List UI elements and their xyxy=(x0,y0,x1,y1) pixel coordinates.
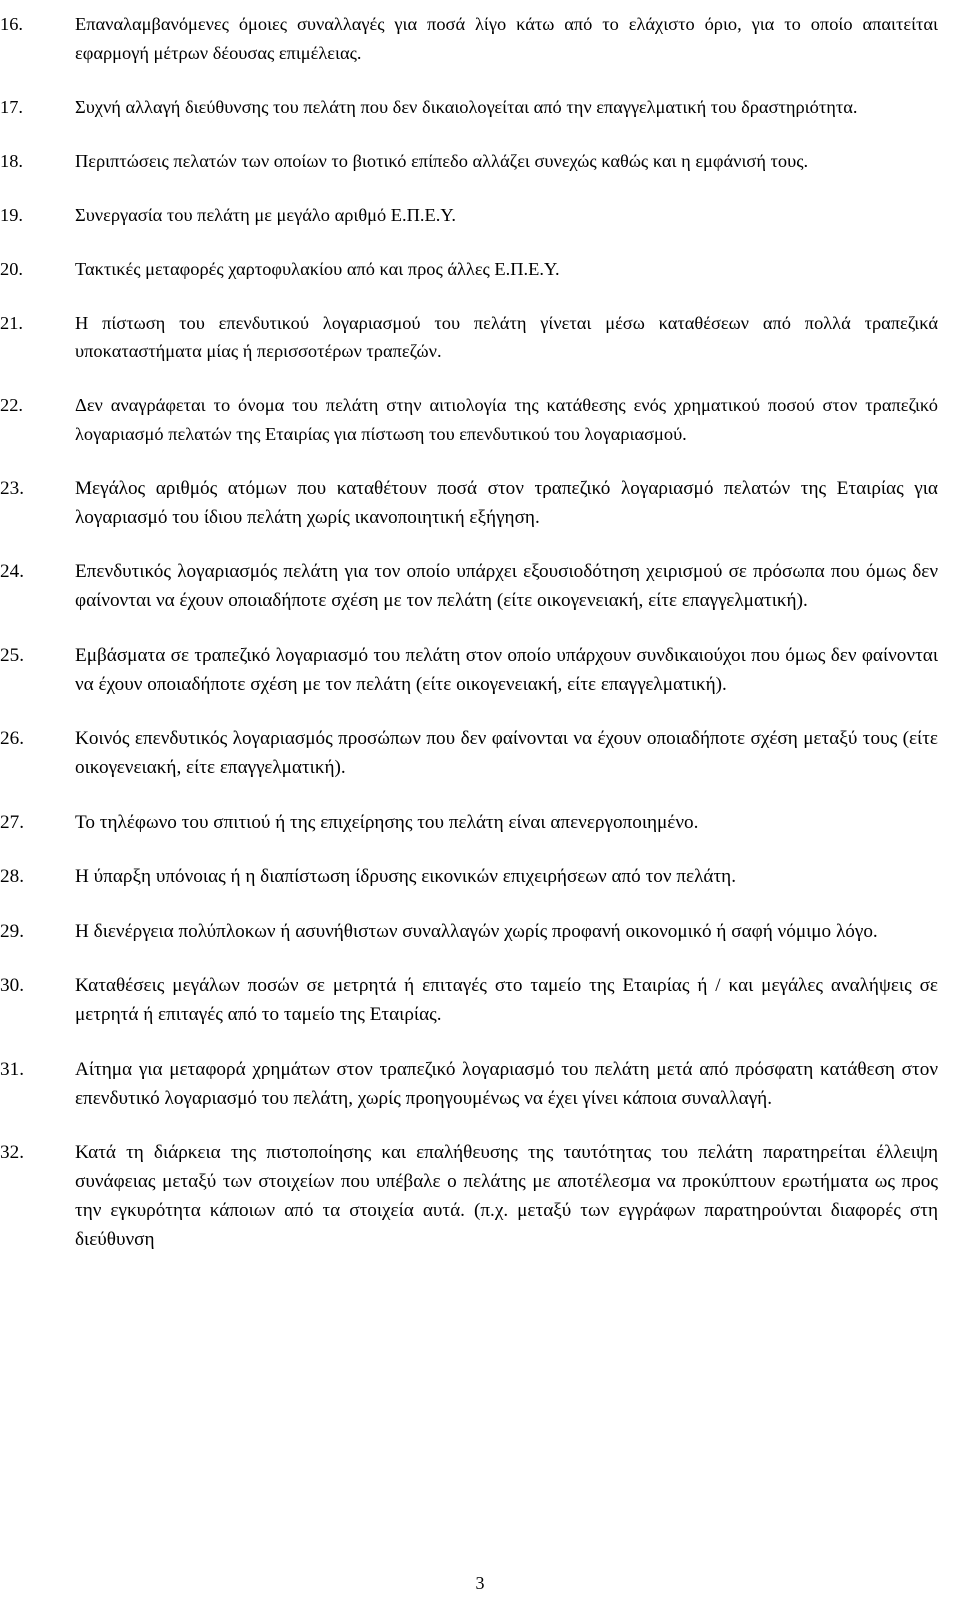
item-number: 31. xyxy=(0,1058,24,1080)
list-item xyxy=(0,917,960,946)
item-number: 18. xyxy=(0,150,23,171)
item-number: 24. xyxy=(0,561,24,582)
item-number: 29. xyxy=(0,920,24,942)
item-number: 16. xyxy=(0,14,23,34)
item-number: 32. xyxy=(0,1142,24,1163)
list-item xyxy=(0,391,960,448)
list-item xyxy=(0,862,960,891)
item-number: 25. xyxy=(0,644,24,666)
item-number: 26. xyxy=(0,728,24,749)
list-item xyxy=(0,93,960,122)
list-item xyxy=(0,808,960,837)
item-text: Συχνή αλλαγή διεύθυνσης του πελάτη που δεν δικαιολογείται από την επαγγελματική του δραστηριότητα. xyxy=(75,96,858,117)
item-text: Καταθέσεις μεγάλων ποσών σε μετρητά ή επιταγές στο ταμείο της Εταιρίας ή / και μεγάλες αναλήψεις σε μετρητά ή επιταγές από το ταμείο της Εταιρίας. xyxy=(75,975,938,1025)
list-item xyxy=(0,255,960,284)
item-number: 28. xyxy=(0,866,24,887)
list-item xyxy=(0,971,960,1029)
item-number: 23. xyxy=(0,477,24,499)
item-text: Συνεργασία του πελάτη με μεγάλο αριθμό Ε.Π.Ε.Υ. xyxy=(75,204,456,225)
item-text: Δεν αναγράφεται το όνομα του πελάτη στην αιτιολογία της κατάθεσης ενός χρηματικού ποσού στον τραπεζικό λογαριασμό πελατών της Εταιρίας για πίστωση του επενδυτικού του λογαριασμού. xyxy=(75,395,938,444)
item-number: 27. xyxy=(0,811,24,833)
item-text: Περιπτώσεις πελατών των οποίων το βιοτικό επίπεδο αλλάζει συνεχώς καθώς και η εμφάνισή τους. xyxy=(75,150,809,171)
list-item xyxy=(0,724,960,782)
item-number: 21. xyxy=(0,312,23,333)
item-text: Κοινός επενδυτικός λογαριασμός προσώπων που δεν φαίνονται να έχουν οποιαδήποτε σχέση μεταξύ τους (είτε οικογενειακή, είτε επαγγελματική). xyxy=(75,728,938,778)
item-number: 19. xyxy=(0,204,23,225)
item-text: Κατά τη διάρκεια της πιστοποίησης και επαλήθευσης της ταυτότητας του πελάτη παρατηρείται έλλειψη συνάφειας μεταξύ των στοιχείων που υπέβαλε ο πελάτης με αποτέλεσμα να προκύπτουν ερωτήματα ως προς την εγκυρότητα κάποιων από τα στοιχεία αυτά. (π.χ. μεταξύ των εγγράφων παρατηρούνται διαφορές στη διεύθυνση xyxy=(75,1142,938,1250)
item-text: Μεγάλος αριθμός ατόμων που καταθέτουν ποσά στον τραπεζικό λογαριασμό πελατών της Εταιρίας για λογαριασμό του ίδιου πελάτη χωρίς ικανοποιητική εξήγηση. xyxy=(75,477,938,528)
item-text: Εμβάσματα σε τραπεζικό λογαριασμό του πελάτη στον οποίο υπάρχουν συνδικαιούχοι που όμως δεν φαίνονται να έχουν οποιαδήποτε σχέση με τον πελάτη (είτε οικογενειακή, είτε επαγγελματική). xyxy=(75,644,938,695)
list-item xyxy=(0,1055,960,1113)
item-number: 20. xyxy=(0,258,23,279)
list-item xyxy=(0,474,960,532)
list-item xyxy=(0,641,960,699)
item-text: Επενδυτικός λογαριασμός πελάτη για τον οποίο υπάρχει εξουσιοδότηση χειρισμού σε πρόσωπα που όμως δεν φαίνονται να έχουν οποιαδήποτε σχέση με τον πελάτη (είτε οικογενειακή, είτε επαγγελματική). xyxy=(75,561,938,611)
item-number: 22. xyxy=(0,395,23,415)
list-item xyxy=(0,201,960,230)
item-text: Αίτημα για μεταφορά χρημάτων στον τραπεζικό λογαριασμό του πελάτη μετά από πρόσφατη κατάθεση στον επενδυτικό λογαριασμό του πελάτη, χωρίς προηγουμένως να έχει γίνει κάποια συναλλαγή. xyxy=(75,1058,938,1109)
list-item xyxy=(0,10,960,67)
item-text: Η διενέργεια πολύπλοκων ή ασυνήθιστων συναλλαγών χωρίς προφανή οικονομικό ή σαφή νόμιμο λόγο. xyxy=(75,920,878,942)
item-text: Το τηλέφωνο του σπιτιού ή της επιχείρησης του πελάτη είναι απενεργοποιημένο. xyxy=(75,811,699,833)
list-item xyxy=(0,557,960,615)
item-number: 30. xyxy=(0,975,24,996)
item-text: Η ύπαρξη υπόνοιας ή η διαπίστωση ίδρυσης εικονικών επιχειρήσεων από τον πελάτη. xyxy=(75,866,736,887)
list-item xyxy=(0,1138,960,1254)
list-item xyxy=(0,309,960,366)
indicator-list xyxy=(0,10,960,1280)
item-text: Επαναλαμβανόμενες όμοιες συναλλαγές για ποσά λίγο κάτω από το ελάχιστο όριο, για το οποίο απαιτείται εφαρμογή μέτρων δέουσας επιμέλειας. xyxy=(75,14,938,63)
page-number: 3 xyxy=(475,1573,485,1593)
item-number: 17. xyxy=(0,96,23,117)
item-text: Η πίστωση του επενδυτικού λογαριασμού του πελάτη γίνεται μέσω καταθέσεων από πολλά τραπεζικά υποκαταστήματα μίας ή περισσοτέρων τραπεζών. xyxy=(75,312,938,361)
item-text: Τακτικές μεταφορές χαρτοφυλακίου από και προς άλλες Ε.Π.Ε.Υ. xyxy=(75,258,560,279)
list-item xyxy=(0,147,960,176)
